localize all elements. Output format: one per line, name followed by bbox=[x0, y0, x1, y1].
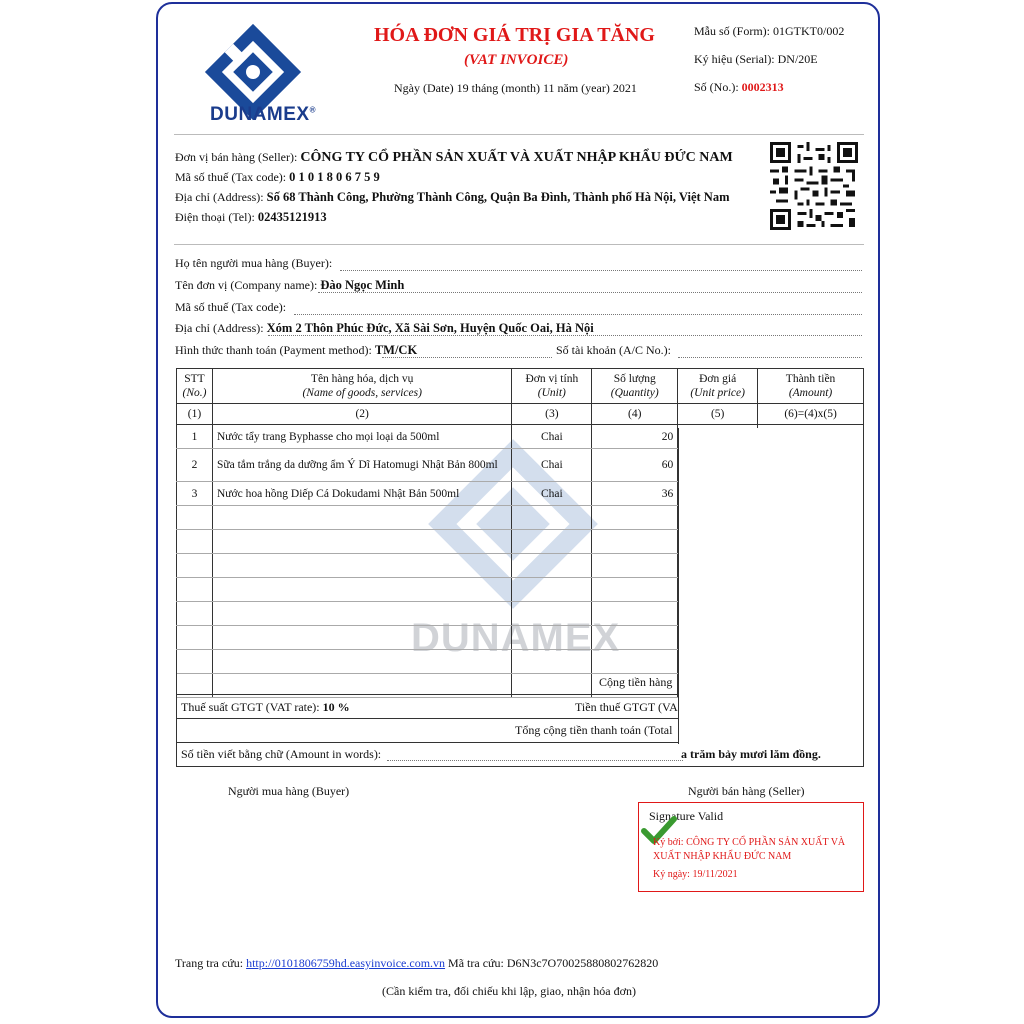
buyer-name-label: Họ tên người mua hàng (Buyer): bbox=[175, 256, 333, 270]
row-item-name: Nước hoa hồng Diếp Cá Dokudami Nhật Bản 500ml bbox=[212, 482, 511, 506]
signature-valid-title: Signature Valid bbox=[649, 809, 724, 823]
vat-rate: Thuế suất GTGT (VAT rate): 10 % bbox=[181, 700, 350, 714]
col-number: (1) bbox=[177, 404, 213, 425]
seller-name: Đơn vị bán hàng (Seller): CÔNG TY CỔ PHẦN SẢN XUẤT VÀ XUẤT NHẬP KHẨU ĐỨC NAM bbox=[175, 150, 733, 165]
col-number: (3) bbox=[512, 404, 592, 425]
dotted-fill bbox=[678, 357, 862, 358]
seller-signature-label: Người bán hàng (Seller) bbox=[688, 784, 805, 798]
invoice-number-value: 0002313 bbox=[741, 80, 784, 94]
verification-note: (Cần kiểm tra, đối chiếu khi lập, giao, nhận hóa đơn) bbox=[382, 984, 636, 998]
signed-by-line1: Ký bởi: CÔNG TY CỔ PHẦN SẢN XUẤT VÀ bbox=[653, 837, 846, 848]
lookup-code: Mã tra cứu: D6N3c7O70025880802762820 bbox=[448, 956, 659, 970]
buyer-company: Tên đơn vị (Company name): Đào Ngọc Minh bbox=[175, 278, 405, 292]
dotted-fill bbox=[268, 335, 862, 336]
amount-in-words-label: Số tiền viết bằng chữ (Amount in words): bbox=[181, 747, 382, 761]
row-no: 3 bbox=[177, 482, 213, 506]
col-header-amount: Thành tiền (Amount) bbox=[758, 369, 864, 404]
lookup-link[interactable]: http://0101806759hd.easyinvoice.com.vn bbox=[246, 956, 446, 970]
brand-name: DUNAMEX® bbox=[210, 104, 316, 125]
row-item-name: Sữa tắm trắng da dưỡng ẩm Ý Dĩ Hatomugi Nhật Bản 800ml bbox=[212, 449, 511, 482]
row-unit: Chai bbox=[512, 425, 592, 449]
dotted-fill bbox=[340, 270, 862, 271]
amount-in-words-row bbox=[176, 743, 864, 767]
divider bbox=[174, 134, 864, 135]
dotted-fill bbox=[294, 314, 862, 315]
watermark-text: DUNAMEX bbox=[411, 616, 621, 660]
col-number: (5) bbox=[678, 404, 758, 425]
col-number: (6)=(4)x(5) bbox=[758, 404, 864, 425]
vat-amount-label: Tiền thuế GTGT (VA bbox=[575, 700, 678, 714]
column-numbering-row bbox=[177, 404, 864, 425]
invoice-date: Ngày (Date) 19 tháng (month) 11 năm (year) 2021 bbox=[394, 81, 637, 95]
amount-in-words-value: a trăm bảy mươi lăm đồng. bbox=[681, 747, 821, 761]
buyer-tax-code-label: Mã số thuế (Tax code): bbox=[175, 300, 287, 314]
signed-date: Ký ngày: 19/11/2021 bbox=[653, 869, 738, 880]
row-unit: Chai bbox=[512, 482, 592, 506]
row-qty: 60 bbox=[592, 449, 678, 482]
redaction-overlay bbox=[678, 428, 864, 744]
account-number-label: Số tài khoản (A/C No.): bbox=[556, 343, 671, 357]
seller-phone: Điện thoại (Tel): 02435121913 bbox=[175, 210, 327, 224]
lookup-line: Trang tra cứu: http://0101806759hd.easyinvoice.com.vn Mã tra cứu: D6N3c7O70025880802762820 bbox=[175, 956, 659, 970]
row-no: 2 bbox=[177, 449, 213, 482]
subtotal-label: Cộng tiền hàng bbox=[599, 675, 673, 689]
digital-signature-box bbox=[638, 802, 864, 892]
col-number: (2) bbox=[212, 404, 511, 425]
dotted-fill bbox=[318, 292, 862, 293]
col-header-name: Tên hàng hóa, dịch vụ (Name of goods, services) bbox=[212, 369, 511, 404]
col-header-price: Đơn giá (Unit price) bbox=[678, 369, 758, 404]
table-border bbox=[863, 428, 864, 744]
total-label: Tổng cộng tiền thanh toán (Total bbox=[515, 723, 673, 737]
invoice-page bbox=[156, 2, 880, 1018]
payment-method: Hình thức thanh toán (Payment method): TM/CK bbox=[175, 343, 418, 357]
invoice-title: HÓA ĐƠN GIÁ TRỊ GIA TĂNG bbox=[374, 24, 655, 46]
dotted-fill bbox=[382, 357, 552, 358]
row-item-name: Nước tẩy trang Byphasse cho mọi loại da 500ml bbox=[212, 425, 511, 449]
serial-number: Ký hiệu (Serial): DN/20E bbox=[694, 52, 818, 66]
divider bbox=[174, 244, 864, 245]
row-no: 1 bbox=[177, 425, 213, 449]
qr-code-icon bbox=[770, 142, 858, 230]
seller-address: Địa chỉ (Address): Số 68 Thành Công, Phường Thành Công, Quận Ba Đình, Thành phố Hà Nội, Việt Nam bbox=[175, 190, 730, 204]
row-unit: Chai bbox=[512, 449, 592, 482]
invoice-subtitle: (VAT INVOICE) bbox=[464, 52, 569, 68]
dotted-fill bbox=[387, 760, 683, 761]
invoice-number: Số (No.): 0002313 bbox=[694, 80, 784, 94]
col-header-qty: Số lượng (Quantity) bbox=[592, 369, 678, 404]
col-header-unit: Đơn vị tính (Unit) bbox=[512, 369, 592, 404]
buyer-signature-label: Người mua hàng (Buyer) bbox=[228, 784, 350, 798]
col-header-no: STT (No.) bbox=[177, 369, 213, 404]
col-number: (4) bbox=[592, 404, 678, 425]
row-qty: 20 bbox=[592, 425, 678, 449]
row-qty: 36 bbox=[592, 482, 678, 506]
signed-by-line2: XUẤT NHẬP KHẨU ĐỨC NAM bbox=[653, 851, 792, 862]
buyer-address: Địa chỉ (Address): Xóm 2 Thôn Phúc Đức, Xã Sài Sơn, Huyện Quốc Oai, Hà Nội bbox=[175, 321, 594, 335]
form-number: Mẫu số (Form): 01GTKT0/002 bbox=[694, 24, 845, 38]
table-border bbox=[678, 428, 679, 744]
seller-tax-code: Mã số thuế (Tax code): 0 1 0 1 8 0 6 7 5 9 bbox=[175, 170, 380, 184]
